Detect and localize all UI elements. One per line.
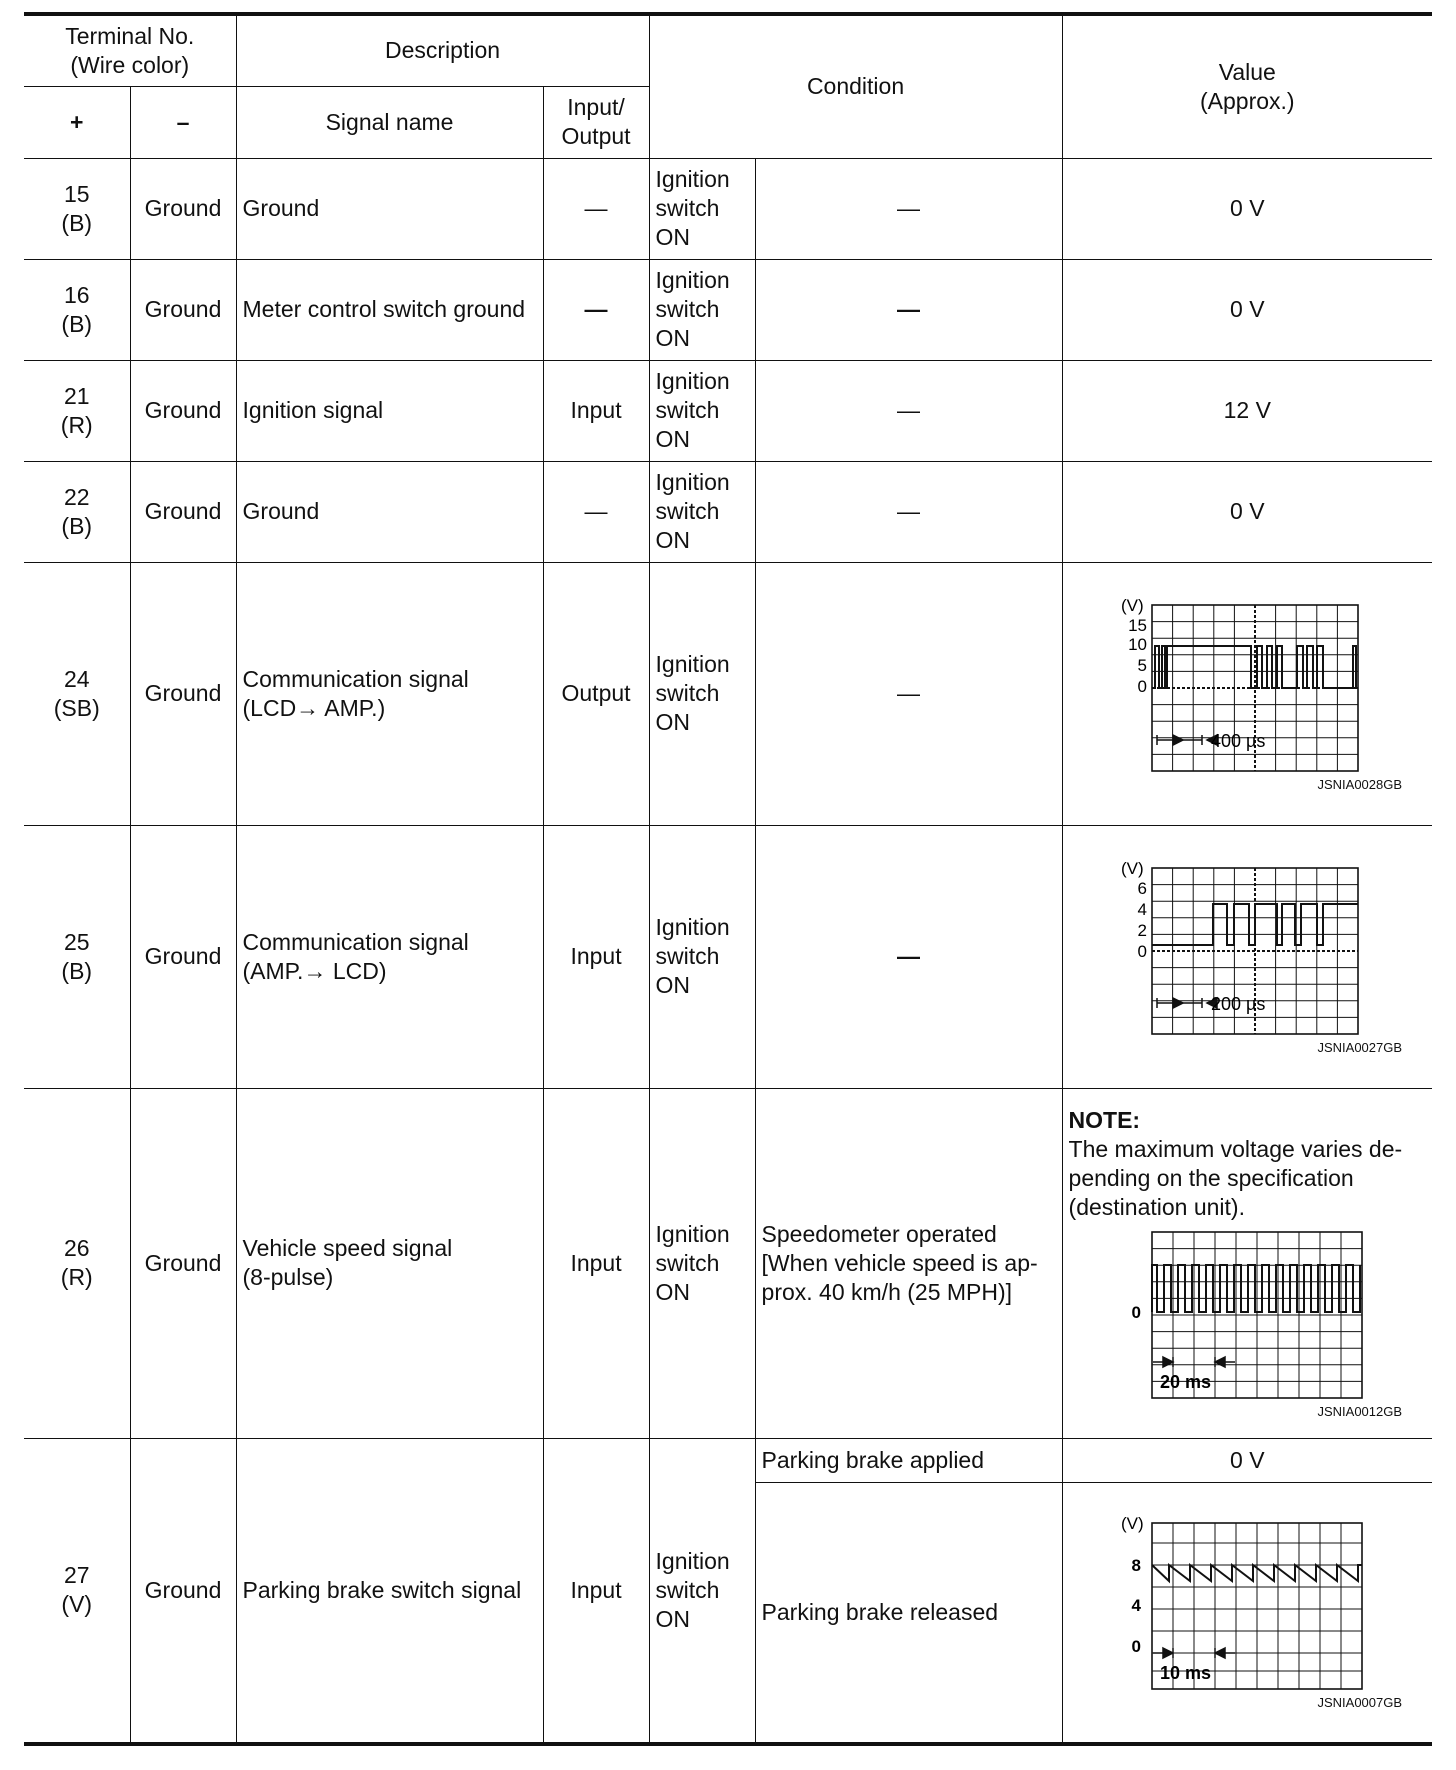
wire-color: (V) xyxy=(61,1591,93,1618)
condition-detail-line: Speedometer operated xyxy=(761,1220,997,1247)
terminal-number: 27 xyxy=(63,1562,90,1589)
io-cell: Output xyxy=(543,562,649,825)
condition-cell xyxy=(649,1088,755,1438)
minus-cell: Ground xyxy=(130,461,236,562)
waveform-200us xyxy=(1117,858,1377,1036)
waveform-tick-label: 10 xyxy=(1128,634,1148,654)
terminal-number: 21 xyxy=(63,382,90,409)
table-row xyxy=(24,825,1432,1088)
value-cell: 0 V xyxy=(1062,259,1432,360)
waveform-tick-label: 0 xyxy=(1137,676,1148,696)
wire-color: (B) xyxy=(61,310,93,337)
header-terminal-no xyxy=(24,14,236,86)
condition-line: switch xyxy=(655,397,720,423)
value-cell: 0 V xyxy=(1062,461,1432,562)
table-row xyxy=(24,461,1432,562)
header-value xyxy=(1062,14,1432,158)
condition-line: Ignition xyxy=(655,267,730,293)
condition-detail-cell: Parking brake released xyxy=(755,1482,1062,1744)
note-line: (destination unit). xyxy=(1068,1194,1245,1220)
waveform-unit: (V) xyxy=(1121,858,1144,878)
header-input-output xyxy=(543,86,649,158)
condition-line: switch xyxy=(655,680,720,706)
condition-cell xyxy=(649,158,755,259)
value-cell: 0 V xyxy=(1062,1438,1432,1482)
signal-name-cell xyxy=(236,1088,543,1438)
condition-line: Ignition xyxy=(655,368,730,394)
signal-name-cell: Ground xyxy=(236,461,543,562)
waveform-period-label: 10 ms xyxy=(1160,1663,1212,1684)
waveform-10ms xyxy=(1117,1513,1377,1691)
condition-line: ON xyxy=(655,527,691,553)
condition-line: switch xyxy=(655,296,720,322)
condition-cell xyxy=(649,825,755,1088)
waveform-tick-label: 0 xyxy=(1137,941,1148,961)
table-row xyxy=(24,158,1432,259)
io-cell: Input xyxy=(543,1438,649,1744)
condition-line: switch xyxy=(655,195,720,221)
note-line: The maximum voltage varies de- xyxy=(1068,1136,1403,1162)
condition-detail-cell: — xyxy=(755,461,1062,562)
condition-line: switch xyxy=(655,1249,720,1276)
terminal-cell xyxy=(24,562,130,825)
io-cell: Input xyxy=(543,1088,649,1438)
waveform-tick-label: 6 xyxy=(1137,878,1148,898)
signal-name-cell: Parking brake switch signal xyxy=(236,1438,543,1744)
note-title: NOTE: xyxy=(1068,1107,1141,1133)
signal-line: (AMP.→ LCD) xyxy=(242,957,387,984)
value-cell xyxy=(1062,1482,1432,1744)
io-cell: Input xyxy=(543,825,649,1088)
value-cell: 12 V xyxy=(1062,360,1432,461)
condition-line: ON xyxy=(655,1605,691,1632)
condition-cell xyxy=(649,360,755,461)
wire-color: (B) xyxy=(61,209,93,236)
condition-cell xyxy=(649,562,755,825)
figure-code: JSNIA0027GB xyxy=(1317,1039,1403,1055)
waveform-tick-label: 4 xyxy=(1131,1596,1142,1616)
signal-line: Communication signal xyxy=(242,928,469,955)
condition-detail-cell xyxy=(755,1088,1062,1438)
header-description: Description xyxy=(236,14,649,86)
signal-line: (8-pulse) xyxy=(242,1264,334,1290)
condition-line: ON xyxy=(655,224,691,250)
header-condition: Condition xyxy=(649,14,1062,158)
signal-name-cell: Meter control switch ground xyxy=(236,259,543,360)
table-row xyxy=(24,1438,1432,1482)
signal-name-cell xyxy=(236,825,543,1088)
period-marker xyxy=(1157,998,1217,1008)
terminal-cell xyxy=(24,259,130,360)
signal-line: Communication signal xyxy=(242,665,469,692)
figure-code: JSNIA0012GB xyxy=(1317,1404,1403,1419)
condition-line: Ignition xyxy=(655,166,730,192)
minus-cell: Ground xyxy=(130,259,236,360)
minus-cell: Ground xyxy=(130,1438,236,1744)
wire-color: (R) xyxy=(60,411,93,438)
minus-cell: Ground xyxy=(130,825,236,1088)
condition-cell xyxy=(649,1438,755,1744)
condition-line: ON xyxy=(655,325,691,351)
condition-line: switch xyxy=(655,498,720,524)
terminal-number: 24 xyxy=(63,665,90,692)
value-cell xyxy=(1062,562,1432,825)
condition-detail-line: [When vehicle speed is ap- xyxy=(761,1249,1038,1276)
waveform-tick-label: 0 xyxy=(1131,1637,1142,1657)
terminal-cell xyxy=(24,158,130,259)
terminal-number: 25 xyxy=(63,928,90,955)
condition-detail-cell: — xyxy=(755,158,1062,259)
note-line: pending on the specification xyxy=(1068,1165,1354,1191)
io-cell: — xyxy=(543,259,649,360)
header-value-label: Value xyxy=(1218,58,1276,85)
wire-color: (B) xyxy=(61,512,93,539)
value-cell xyxy=(1062,1088,1432,1438)
value-cell xyxy=(1062,825,1432,1088)
figure-code: JSNIA0007GB xyxy=(1317,1695,1403,1711)
minus-cell: Ground xyxy=(130,158,236,259)
minus-cell: Ground xyxy=(130,1088,236,1438)
waveform-period-label: 400 µs xyxy=(1211,730,1266,751)
figure-code: JSNIA0028GB xyxy=(1317,776,1403,792)
waveform-period-label: 200 µs xyxy=(1211,993,1266,1014)
header-approx-label: (Approx.) xyxy=(1199,87,1295,114)
condition-line: Ignition xyxy=(655,1547,730,1574)
terminal-cell xyxy=(24,461,130,562)
waveform-unit: (V) xyxy=(1121,1514,1144,1534)
terminal-number: 22 xyxy=(63,483,90,510)
table-row xyxy=(24,360,1432,461)
condition-line: Ignition xyxy=(655,1220,730,1247)
waveform-tick-label: 2 xyxy=(1137,920,1148,940)
minus-cell: Ground xyxy=(130,562,236,825)
wire-color: (R) xyxy=(60,1264,93,1290)
io-cell: Input xyxy=(543,360,649,461)
waveform-unit: (V) xyxy=(1121,595,1144,615)
terminal-number: 26 xyxy=(63,1235,90,1261)
io-cell: — xyxy=(543,158,649,259)
terminal-cell xyxy=(24,825,130,1088)
signal-name-cell: Ignition signal xyxy=(236,360,543,461)
io-cell: — xyxy=(543,461,649,562)
waveform-tick-label: 15 xyxy=(1128,615,1148,635)
header-io-label-2: Output xyxy=(561,123,631,149)
table-row xyxy=(24,259,1432,360)
waveform-tick-label: 0 xyxy=(1131,1303,1142,1322)
condition-line: ON xyxy=(655,709,691,735)
wire-color: (SB) xyxy=(53,694,100,721)
waveform-period-label: 20 ms xyxy=(1160,1372,1212,1392)
header-terminal-label: Terminal No. xyxy=(65,22,195,49)
condition-line: ON xyxy=(655,426,691,452)
waveform-tick-label: 8 xyxy=(1131,1556,1142,1576)
condition-detail-cell: — xyxy=(755,259,1062,360)
terminal-number: 15 xyxy=(63,180,90,207)
waveform-tick-label: 4 xyxy=(1137,899,1148,919)
condition-line: ON xyxy=(655,972,691,998)
condition-cell xyxy=(649,461,755,562)
waveform-20ms xyxy=(1117,1228,1377,1400)
condition-detail-cell: — xyxy=(755,562,1062,825)
terminal-cell xyxy=(24,360,130,461)
signal-line: (LCD→ AMP.) xyxy=(242,694,386,721)
signal-name-cell xyxy=(236,562,543,825)
signal-line: Vehicle speed signal xyxy=(242,1235,453,1261)
terminal-cell xyxy=(24,1088,130,1438)
waveform-trace xyxy=(1152,1265,1360,1312)
condition-detail-line: prox. 40 km/h (25 MPH)] xyxy=(761,1278,1013,1305)
condition-line: Ignition xyxy=(655,469,730,495)
header-plus: + xyxy=(24,86,130,158)
table-row xyxy=(24,1088,1432,1438)
waveform-trace xyxy=(1152,904,1358,945)
value-cell: 0 V xyxy=(1062,158,1432,259)
minus-cell: Ground xyxy=(130,360,236,461)
terminal-cell xyxy=(24,1438,130,1744)
terminal-number: 16 xyxy=(63,281,90,308)
condition-line: switch xyxy=(655,1576,720,1603)
condition-line: ON xyxy=(655,1278,691,1305)
condition-line: Ignition xyxy=(655,651,730,677)
waveform-tick-label: 5 xyxy=(1137,655,1148,675)
terminal-spec-table xyxy=(24,12,1432,1746)
header-wire-color-label: (Wire color) xyxy=(70,51,190,78)
waveform-400us xyxy=(1117,595,1377,773)
condition-line: switch xyxy=(655,943,720,969)
header-io-label-1: Input/ xyxy=(567,94,625,120)
condition-detail-cell: — xyxy=(755,360,1062,461)
period-marker xyxy=(1157,735,1217,745)
header-signal-name: Signal name xyxy=(236,86,543,158)
header-row-1 xyxy=(24,14,1432,86)
wire-color: (B) xyxy=(61,957,93,984)
condition-cell xyxy=(649,259,755,360)
signal-name-cell: Ground xyxy=(236,158,543,259)
header-minus: – xyxy=(130,86,236,158)
condition-detail-cell: Parking brake applied xyxy=(755,1438,1062,1482)
table-row xyxy=(24,562,1432,825)
condition-detail-cell: — xyxy=(755,825,1062,1088)
condition-line: Ignition xyxy=(655,914,730,940)
